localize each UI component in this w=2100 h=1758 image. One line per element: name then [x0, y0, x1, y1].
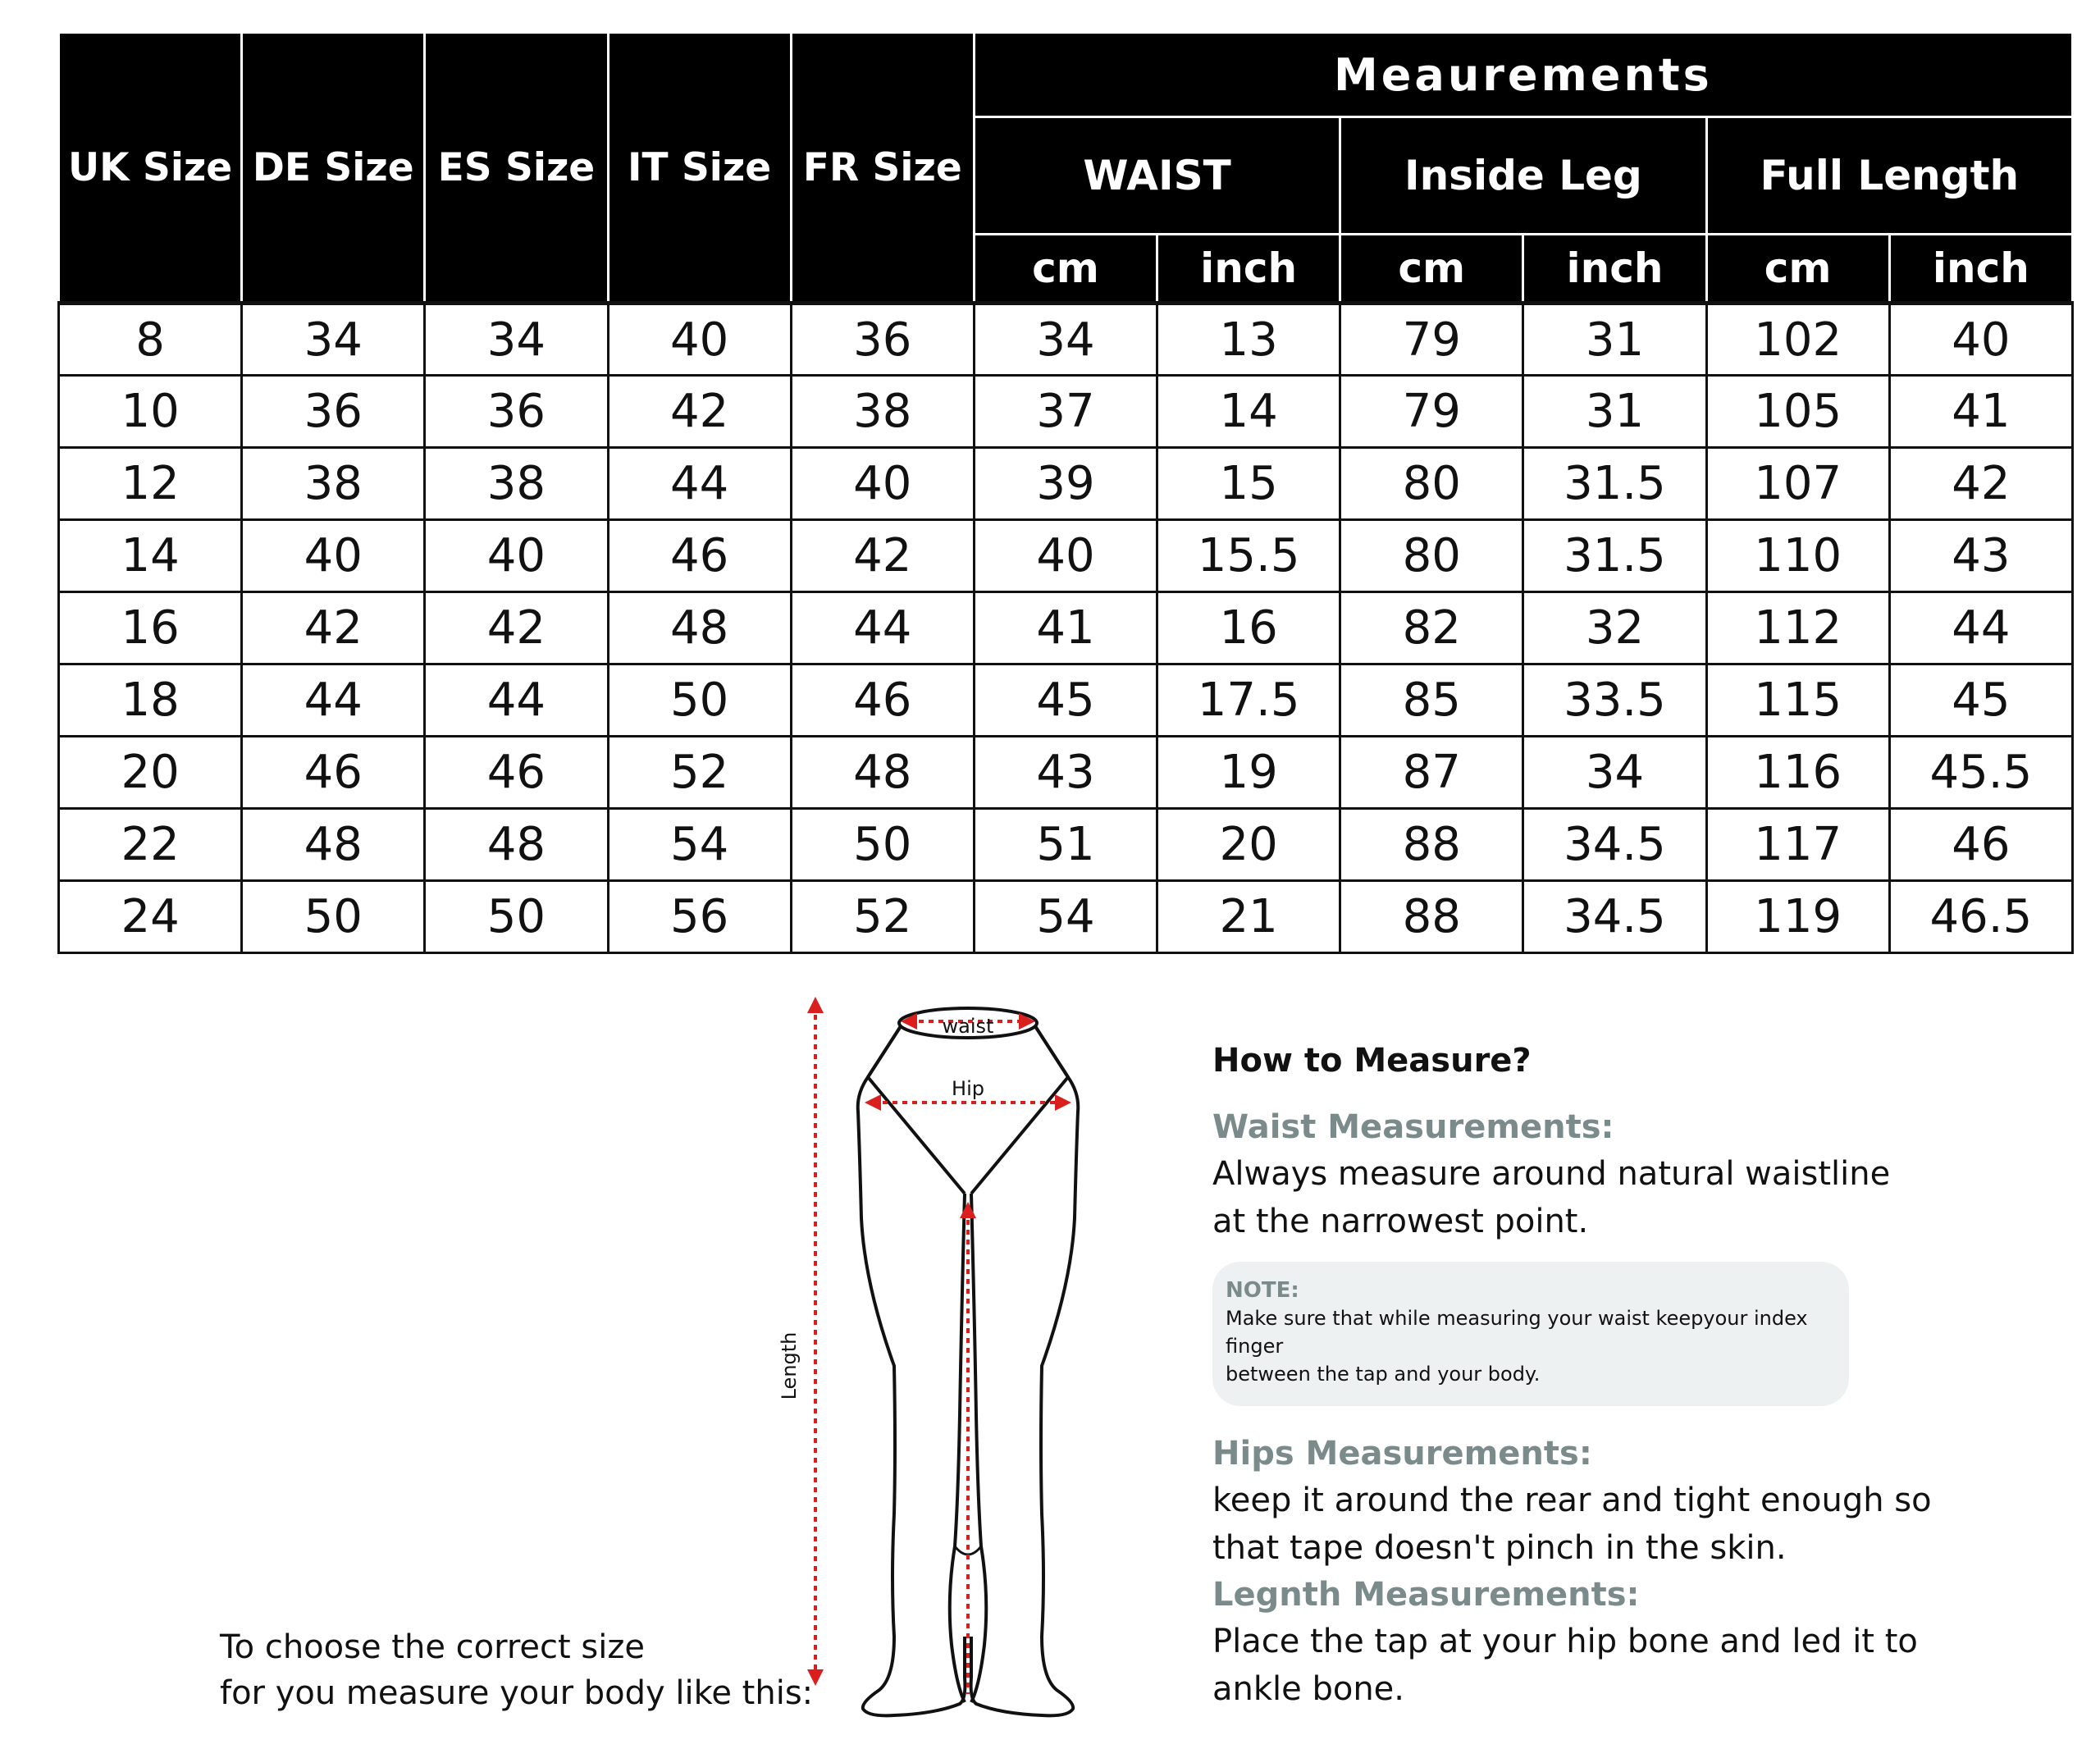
table-cell: 40 — [425, 520, 608, 592]
choose-size-caption — [220, 1624, 813, 1716]
table-cell: 34 — [974, 304, 1157, 376]
header-es-size: ES Size — [425, 33, 608, 304]
table-cell: 54 — [608, 809, 791, 881]
header-uk-size: UK Size — [59, 33, 242, 304]
table-cell: 50 — [791, 809, 974, 881]
table-cell: 14 — [59, 520, 242, 592]
table-cell: 34 — [425, 304, 608, 376]
table-cell: 116 — [1706, 737, 1889, 809]
table-cell: 37 — [974, 376, 1157, 448]
table-cell: 46.5 — [1889, 881, 2072, 953]
table-row — [59, 881, 2073, 953]
table-cell: 42 — [425, 592, 608, 664]
table-cell: 32 — [1523, 592, 1706, 664]
table-cell: 40 — [974, 520, 1157, 592]
table-row — [59, 592, 2073, 664]
pants-measurement-figure — [771, 989, 1116, 1735]
table-cell: 119 — [1706, 881, 1889, 953]
hips-heading: Hips Measurements: — [1212, 1435, 1592, 1473]
table-cell: 31 — [1523, 304, 1706, 376]
table-cell: 44 — [791, 592, 974, 664]
table-cell: 44 — [425, 664, 608, 737]
table-cell: 40 — [608, 304, 791, 376]
table-cell: 110 — [1706, 520, 1889, 592]
header-full-length: Full Length — [1706, 117, 2072, 235]
header-unit: cm — [1706, 235, 1889, 304]
table-cell: 31 — [1523, 376, 1706, 448]
table-cell: 50 — [425, 881, 608, 953]
table-cell: 46 — [791, 664, 974, 737]
table-cell: 36 — [425, 376, 608, 448]
table-cell: 21 — [1157, 881, 1340, 953]
table-cell: 102 — [1706, 304, 1889, 376]
table-row — [59, 376, 2073, 448]
table-cell: 13 — [1157, 304, 1340, 376]
table-cell: 39 — [974, 448, 1157, 520]
table-cell: 34.5 — [1523, 809, 1706, 881]
hips-text: keep it around the rear and tight enough so — [1212, 1482, 1932, 1519]
table-cell: 42 — [791, 520, 974, 592]
table-cell: 20 — [59, 737, 242, 809]
table-cell: 48 — [608, 592, 791, 664]
table-cell: 42 — [242, 592, 425, 664]
header-unit: inch — [1157, 235, 1340, 304]
table-row — [59, 809, 2073, 881]
table-cell: 56 — [608, 881, 791, 953]
note-label: NOTE: — [1226, 1278, 1299, 1303]
table-cell: 15.5 — [1157, 520, 1340, 592]
table-cell: 45 — [1889, 664, 2072, 737]
table-cell: 8 — [59, 304, 242, 376]
table-cell: 31.5 — [1523, 520, 1706, 592]
waist-text: Always measure around natural waistline — [1212, 1155, 1891, 1193]
table-cell: 54 — [974, 881, 1157, 953]
table-cell: 43 — [974, 737, 1157, 809]
table-cell: 87 — [1340, 737, 1523, 809]
table-cell: 36 — [242, 376, 425, 448]
table-cell: 44 — [242, 664, 425, 737]
how-to-measure-title: How to Measure? — [1212, 1042, 1532, 1080]
table-cell: 38 — [425, 448, 608, 520]
table-cell: 40 — [1889, 304, 2072, 376]
table-cell: 45 — [974, 664, 1157, 737]
table-cell: 24 — [59, 881, 242, 953]
table-cell: 10 — [59, 376, 242, 448]
table-cell: 45.5 — [1889, 737, 2072, 809]
table-cell: 17.5 — [1157, 664, 1340, 737]
table-cell: 16 — [59, 592, 242, 664]
header-unit: inch — [1889, 235, 2072, 304]
table-cell: 41 — [1889, 376, 2072, 448]
note-text: between the tap and your body. — [1226, 1363, 1541, 1386]
table-cell: 44 — [1889, 592, 2072, 664]
table-row — [59, 737, 2073, 809]
table-cell: 34 — [242, 304, 425, 376]
table-cell: 42 — [1889, 448, 2072, 520]
table-cell: 88 — [1340, 881, 1523, 953]
header-de-size: DE Size — [242, 33, 425, 304]
table-row — [59, 448, 2073, 520]
table-cell: 52 — [791, 881, 974, 953]
how-to-measure-panel — [1212, 1042, 2066, 1713]
header-unit: inch — [1523, 235, 1706, 304]
size-chart-table — [57, 31, 2074, 948]
table-cell: 107 — [1706, 448, 1889, 520]
header-measurements: Meaurements — [974, 33, 2072, 117]
table-cell: 46 — [425, 737, 608, 809]
table-cell: 82 — [1340, 592, 1523, 664]
table-cell: 46 — [608, 520, 791, 592]
table-cell: 15 — [1157, 448, 1340, 520]
table-cell: 44 — [608, 448, 791, 520]
table-cell: 36 — [791, 304, 974, 376]
table-cell: 79 — [1340, 304, 1523, 376]
length-text: Place the tap at your hip bone and led it to — [1212, 1623, 1918, 1660]
table-cell: 42 — [608, 376, 791, 448]
table-cell: 18 — [59, 664, 242, 737]
length-text: ankle bone. — [1212, 1670, 1405, 1708]
table-cell: 38 — [791, 376, 974, 448]
table-cell: 14 — [1157, 376, 1340, 448]
table-row — [59, 304, 2073, 376]
note-text: Make sure that while measuring your waist keepyour index finger — [1226, 1307, 1808, 1358]
table-cell: 52 — [608, 737, 791, 809]
table-cell: 38 — [242, 448, 425, 520]
hips-text: that tape doesn't pinch in the skin. — [1212, 1529, 1787, 1567]
table-cell: 46 — [242, 737, 425, 809]
header-fr-size: FR Size — [791, 33, 974, 304]
table-cell: 40 — [791, 448, 974, 520]
table-cell: 88 — [1340, 809, 1523, 881]
caption-line: To choose the correct size — [220, 1628, 645, 1666]
table-cell: 34.5 — [1523, 881, 1706, 953]
table-body — [59, 304, 2073, 953]
table-cell: 51 — [974, 809, 1157, 881]
table-cell: 79 — [1340, 376, 1523, 448]
table-cell: 41 — [974, 592, 1157, 664]
table-cell: 34 — [1523, 737, 1706, 809]
waist-text: at the narrowest point. — [1212, 1203, 1589, 1240]
table-cell: 48 — [242, 809, 425, 881]
hip-label: Hip — [952, 1077, 984, 1100]
table-cell: 40 — [242, 520, 425, 592]
table-cell: 50 — [242, 881, 425, 953]
table-cell: 80 — [1340, 520, 1523, 592]
table-cell: 85 — [1340, 664, 1523, 737]
table-cell: 117 — [1706, 809, 1889, 881]
header-waist: WAIST — [974, 117, 1340, 235]
table-cell: 112 — [1706, 592, 1889, 664]
header-it-size: IT Size — [608, 33, 791, 304]
caption-line: for you measure your body like this: — [220, 1674, 814, 1712]
table-cell: 12 — [59, 448, 242, 520]
length-label: Length — [778, 1331, 801, 1400]
note-box — [1212, 1262, 1849, 1406]
table-cell: 50 — [608, 664, 791, 737]
table-row — [59, 520, 2073, 592]
length-heading: Legnth Measurements: — [1212, 1576, 1640, 1614]
table-cell: 33.5 — [1523, 664, 1706, 737]
table-cell: 48 — [425, 809, 608, 881]
table-cell: 20 — [1157, 809, 1340, 881]
table-cell: 43 — [1889, 520, 2072, 592]
table-row — [59, 664, 2073, 737]
header-unit: cm — [974, 235, 1157, 304]
header-unit: cm — [1340, 235, 1523, 304]
table-cell: 16 — [1157, 592, 1340, 664]
waist-label: waist — [942, 1015, 994, 1038]
table-cell: 115 — [1706, 664, 1889, 737]
table-cell: 105 — [1706, 376, 1889, 448]
table-cell: 31.5 — [1523, 448, 1706, 520]
table-cell: 19 — [1157, 737, 1340, 809]
table-cell: 22 — [59, 809, 242, 881]
table-cell: 80 — [1340, 448, 1523, 520]
waist-heading: Waist Measurements: — [1212, 1108, 1614, 1146]
table-cell: 46 — [1889, 809, 2072, 881]
table-cell: 48 — [791, 737, 974, 809]
header-inside-leg: Inside Leg — [1340, 117, 1706, 235]
